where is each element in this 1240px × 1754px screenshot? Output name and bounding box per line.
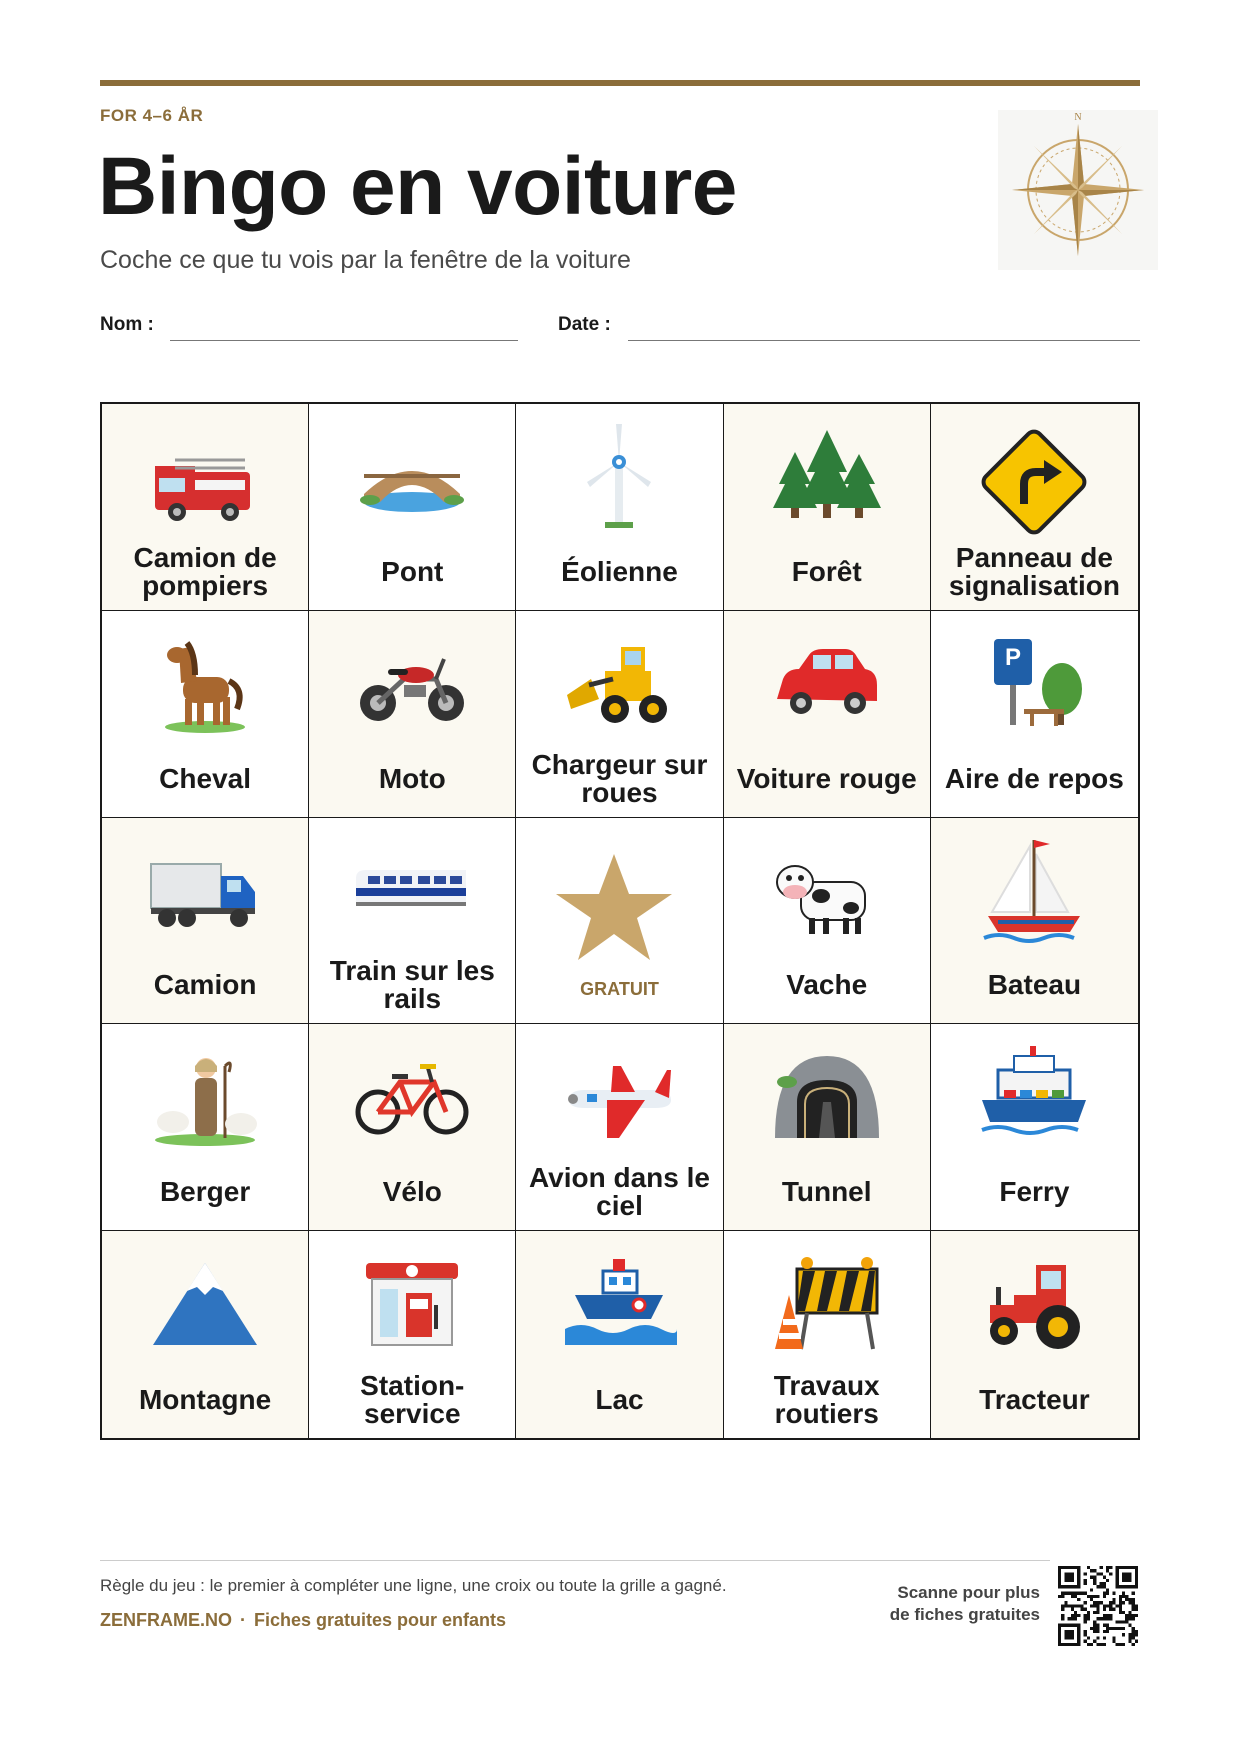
bingo-cell-label: Ferry — [999, 1176, 1070, 1208]
bingo-cell-label: Pont — [381, 555, 444, 587]
footer-divider — [100, 1560, 1050, 1561]
bingo-cell[interactable] — [516, 404, 723, 611]
sailboat-icon — [974, 836, 1094, 956]
tractor-icon — [974, 1249, 1094, 1369]
wind-turbine-icon — [559, 422, 679, 542]
bingo-cell[interactable] — [516, 1024, 723, 1231]
bingo-cell-label: Moto — [378, 762, 446, 794]
bingo-free-cell[interactable] — [516, 818, 723, 1025]
name-label: Nom : — [100, 314, 154, 335]
game-rule: Règle du jeu : le premier à compléter une ligne, une croix ou toute la grille a gagné. — [100, 1576, 727, 1595]
red-car-icon — [767, 629, 887, 749]
bingo-cell[interactable] — [931, 1024, 1138, 1231]
bingo-cell-label: Berger — [159, 1176, 251, 1208]
bingo-cell-label: Panneau de signalisation — [948, 541, 1120, 601]
bingo-cell-label: GRATUIT — [580, 979, 659, 1000]
shepherd-icon — [145, 1042, 265, 1162]
bingo-cell[interactable] — [102, 1024, 309, 1231]
motorcycle-icon — [352, 629, 472, 749]
bingo-cell-label: Tracteur — [979, 1384, 1090, 1415]
scan-line-2: de fiches gratuites — [889, 1605, 1040, 1625]
brand-link[interactable]: ZENFRAME.NO — [100, 1610, 232, 1630]
fire-truck-icon — [145, 422, 265, 542]
svg-text:N: N — [1074, 112, 1082, 123]
bingo-cell-label: Train sur les rails — [329, 955, 495, 1015]
bingo-cell[interactable] — [931, 818, 1138, 1025]
bridge-icon — [352, 422, 472, 542]
bingo-cell[interactable] — [516, 611, 723, 818]
bingo-cell[interactable] — [931, 611, 1138, 818]
gas-station-icon — [352, 1249, 472, 1369]
bingo-grid — [100, 402, 1140, 1440]
bicycle-icon — [352, 1042, 472, 1162]
lake-boat-icon — [559, 1249, 679, 1369]
bingo-cell[interactable] — [724, 611, 931, 818]
date-field[interactable] — [628, 340, 1140, 341]
scan-line-1: Scanne pour plus — [897, 1583, 1040, 1602]
bingo-cell[interactable] — [931, 1231, 1138, 1438]
cow-icon — [767, 836, 887, 956]
bingo-cell[interactable] — [516, 1231, 723, 1438]
bingo-cell[interactable] — [102, 1231, 309, 1438]
bingo-cell-label: Camion de pompiers — [133, 541, 277, 601]
compass-rose-icon — [998, 110, 1158, 270]
horse-icon — [145, 629, 265, 749]
star-icon — [554, 848, 684, 978]
brand-tagline: Fiches gratuites pour enfants — [254, 1610, 507, 1630]
bingo-cell[interactable] — [724, 1231, 931, 1438]
truck-icon — [145, 836, 265, 956]
bingo-cell-label: Travaux routiers — [773, 1370, 880, 1429]
bingo-cell[interactable] — [309, 1024, 516, 1231]
bingo-cell-label: Forêt — [791, 555, 862, 587]
ferry-icon — [974, 1042, 1094, 1162]
mountain-icon — [145, 1249, 265, 1369]
wheel-loader-icon — [559, 629, 679, 749]
bingo-cell[interactable] — [724, 1024, 931, 1231]
page-subtitle: Coche ce que tu vois par la fenêtre de la voiture — [100, 246, 631, 274]
bingo-cell[interactable] — [724, 404, 931, 611]
bingo-cell-label: Bateau — [987, 969, 1082, 1001]
scan-text — [890, 1582, 1040, 1626]
bingo-cell[interactable] — [931, 404, 1138, 611]
name-field[interactable] — [170, 340, 518, 341]
bingo-cell-label: Chargeur sur roues — [531, 748, 708, 808]
bingo-cell-label: Montagne — [138, 1384, 272, 1415]
bingo-cell[interactable] — [309, 404, 516, 611]
bingo-cell-label: Station-service — [360, 1370, 465, 1429]
bingo-cell-label: Vache — [786, 969, 868, 1001]
date-label: Date : — [558, 314, 611, 335]
svg-text:P: P — [1005, 643, 1022, 671]
rest-area-icon — [974, 629, 1094, 749]
bingo-cell[interactable] — [102, 818, 309, 1025]
tunnel-icon — [767, 1042, 887, 1162]
bingo-cell[interactable] — [102, 611, 309, 818]
footer-brand — [100, 1610, 506, 1631]
train-icon — [352, 836, 472, 956]
bingo-cell[interactable] — [309, 1231, 516, 1438]
bingo-cell-label: Voiture rouge — [736, 762, 917, 794]
bingo-cell[interactable] — [309, 611, 516, 818]
forest-icon — [767, 422, 887, 542]
airplane-icon — [559, 1042, 679, 1162]
qr-code-icon[interactable] — [1058, 1566, 1138, 1646]
top-rule — [100, 80, 1140, 86]
bingo-cell-label: Camion — [153, 969, 257, 1001]
roadworks-icon — [767, 1249, 887, 1369]
bingo-cell[interactable] — [309, 818, 516, 1025]
bingo-cell-label: Tunnel — [781, 1176, 872, 1208]
bingo-cell[interactable] — [724, 818, 931, 1025]
bingo-cell[interactable] — [102, 404, 309, 611]
bingo-cell-label: Éolienne — [561, 555, 678, 587]
bingo-cell-label: Vélo — [382, 1176, 442, 1208]
bingo-cell-label: Cheval — [159, 762, 251, 794]
brand-separator: · — [240, 1610, 246, 1630]
age-label: FOR 4–6 ÅR — [100, 106, 204, 125]
bingo-cell-label: Aire de repos — [944, 762, 1124, 794]
bingo-cell-label: Avion dans le ciel — [528, 1162, 710, 1222]
road-sign-icon — [974, 422, 1094, 542]
page-title: Bingo en voiture — [98, 141, 737, 232]
bingo-cell-label: Lac — [595, 1384, 644, 1415]
